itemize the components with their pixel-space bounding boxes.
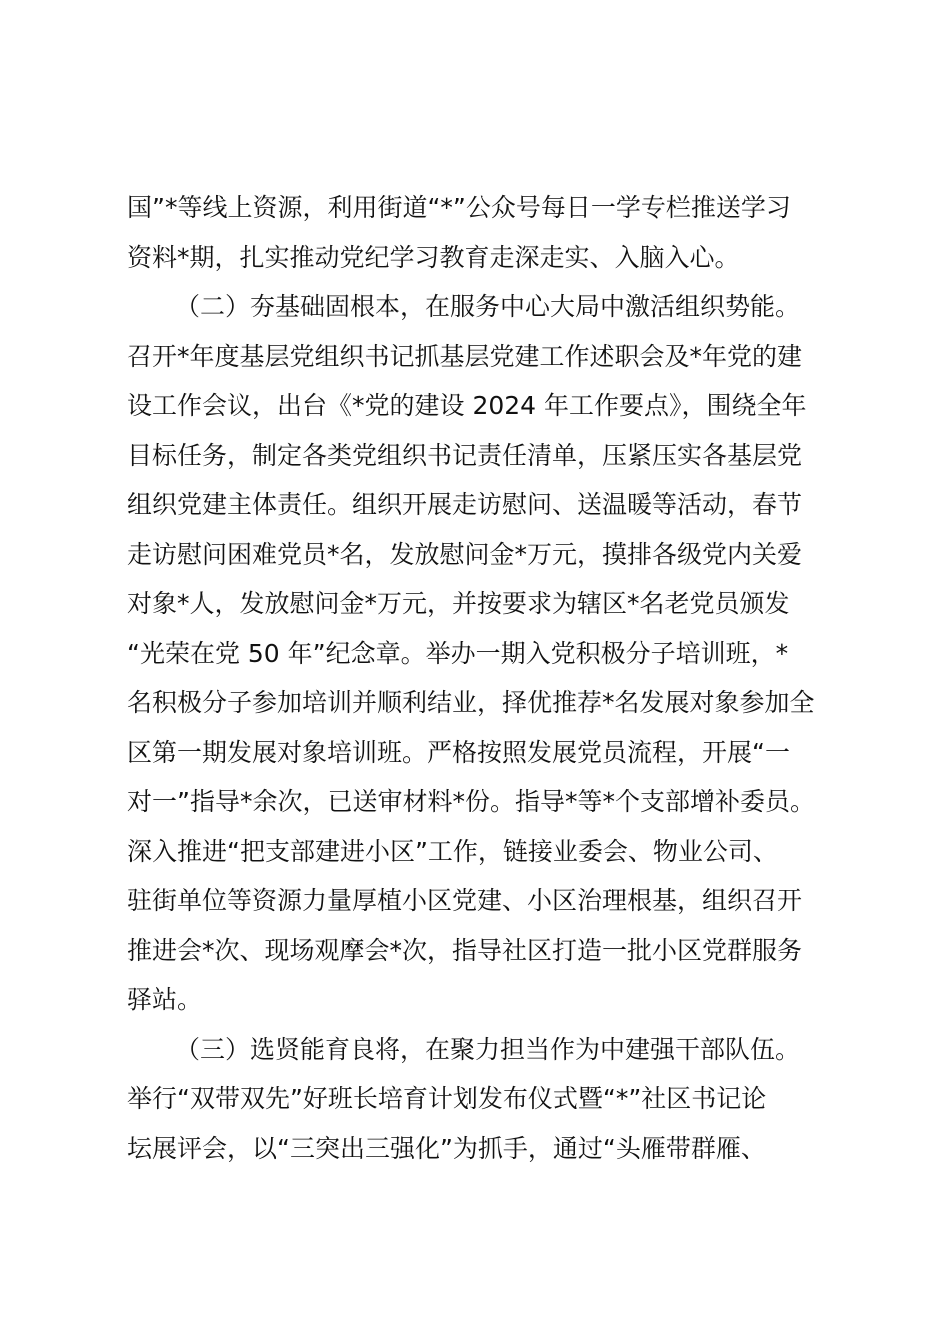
text-line-11: 名积极分子参加培训并顺利结业，择优推荐*名发展对象参加全 (127, 688, 815, 717)
text-line-16: 推进会*次、现场观摩会*次，指导社区打造一批小区党群服务 (127, 935, 803, 965)
text-line-7: 组织党建主体责任。组织开展走访慰问、送温暖等活动，春节 (127, 490, 803, 519)
section-heading-3: （三）选贤能育良将，在聚力担当作为中建强干部队伍。 (175, 1034, 801, 1064)
text-line-12: 区第一期发展对象培训班。严格按照发展党员流程，开展“一 (127, 737, 790, 767)
text-line-2: 资料*期，扎实推动党纪学习教育走深走实、入脑入心。 (127, 242, 740, 272)
text-line-15: 驻街单位等资源力量厚植小区党建、小区治理根基，组织召开 (127, 886, 803, 915)
text-line-1: 国”*等线上资源，利用街道“*”公众号每日一学专栏推送学习 (127, 193, 791, 222)
text-line-5: 设工作会议，出台《*党的建设 2024 年工作要点》，围绕全年 (127, 391, 807, 420)
text-line-6: 目标任务，制定各类党组织书记责任清单，压紧压实各基层党 (127, 440, 803, 470)
section-heading-2: （二）夯基础固根本，在服务中心大局中激活组织势能。 (175, 292, 801, 321)
text-line-20: 坛展评会，以“三突出三强化”为抓手，通过“头雁带群雁、 (127, 1133, 766, 1163)
text-line-17: 驿站。 (127, 985, 203, 1014)
text-line-13: 对一”指导*余次，已送审材料*份。指导*等*个支部增补委员。 (127, 787, 815, 816)
text-line-8: 走访慰问困难党员*名，发放慰问金*万元，摸排各级党内关爱 (127, 539, 803, 569)
text-line-14: 深入推进“把支部建进小区”工作，链接业委会、物业公司、 (127, 836, 778, 866)
text-line-10: “光荣在党 50 年”纪念章。举办一期入党积极分子培训班，* (127, 638, 789, 668)
text-line-9: 对象*人，发放慰问金*万元，并按要求为辖区*名老党员颁发 (127, 589, 790, 618)
text-line-4: 召开*年度基层党组织书记抓基层党建工作述职会及*年党的建 (127, 341, 803, 371)
document-body (127, 183, 847, 1173)
text-line-19: 举行“双带双先”好班长培育计划发布仪式暨“*”社区书记论 (127, 1084, 767, 1113)
